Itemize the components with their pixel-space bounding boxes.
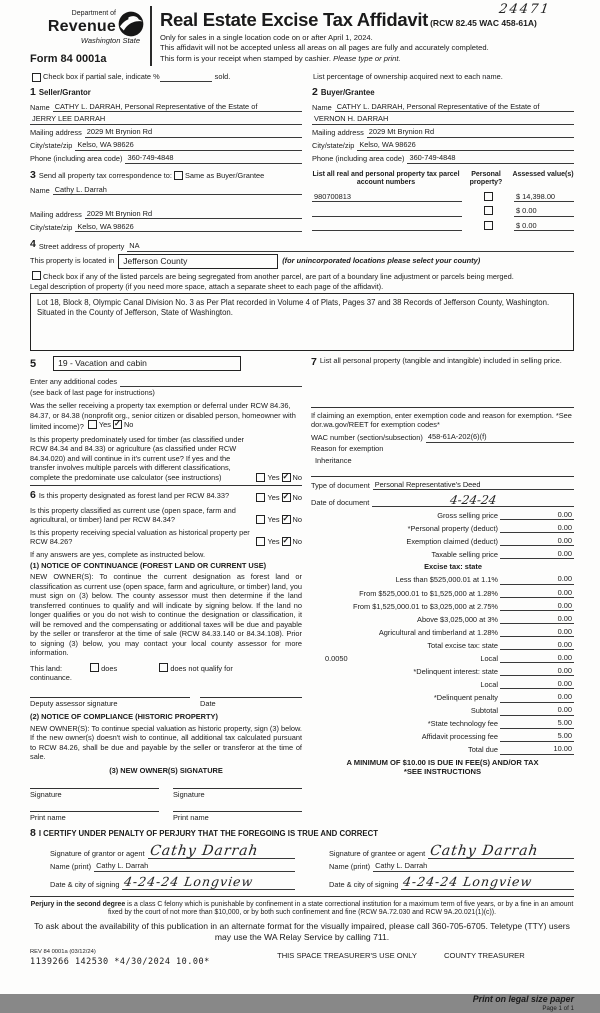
- personal-property-checkbox: [484, 221, 493, 230]
- correspondence-name-value: Cathy L. Darrah: [53, 185, 302, 195]
- grantee-signature-block: Signature of grantee or agent Cathy Darrah Name (print) Cathy L. Darrah Date & city of signing 4-24-24 Longview: [311, 840, 574, 889]
- assessed-value: $ 0.00: [514, 221, 574, 231]
- seller-mailing-value: 2029 Mt Brynion Rd: [85, 127, 302, 137]
- tax-value: 5.00: [500, 718, 574, 728]
- tax-value: 0.00: [500, 510, 574, 520]
- buyer-phone-value: 360-749-4848: [407, 153, 574, 163]
- local-rate: 0.0050: [325, 653, 348, 663]
- historic-yes-checkbox: [256, 537, 265, 546]
- tax-value: 5.00: [500, 731, 574, 741]
- same-as-buyer-label: Same as Buyer/Grantee: [184, 170, 265, 180]
- buyer-name-value-2: VERNON H. DARRAH: [312, 114, 574, 124]
- tax-value: 0.00: [500, 692, 574, 702]
- parcel-row: [312, 192, 574, 202]
- legal-description-label: Legal description of property (if you need more space, attach a separate sheet to each page of the affidavit).: [30, 281, 384, 291]
- parcel-col-personal: Personal property?: [469, 170, 503, 187]
- tax-value: 0.00: [500, 627, 574, 637]
- personal-property-checkbox: [484, 192, 493, 201]
- parcel-number: [312, 230, 462, 231]
- form-number: Form 84 0001a: [30, 53, 107, 66]
- continuance-label: continuance.: [30, 673, 72, 683]
- form-header: [30, 6, 574, 66]
- notice2-text: NEW OWNER(S): To continue special valuation as historic property, sign (3) below. If the new owner(s) doesn't wish to continue, all additional tax calculated pursuant to RCW 84.26, shall be due and payable by the seller or transferor at the time of sale.: [30, 723, 302, 761]
- assessed-value: $ 14,398.00: [514, 192, 574, 202]
- parcel-row: [312, 206, 574, 216]
- grantor-date-city: 4-24-24 Longview: [123, 874, 255, 890]
- personal-property-section: 7 List all personal property (tangible and intangible) included in selling price.: [311, 356, 562, 369]
- exemption-question: Was the seller receiving a property tax exemption or deferral under RCW 84.36, 84.37, or 84.38 (nonprofit org., senior citizen or disabled person, homeowner with limited income)? Yes ✓ No: [30, 401, 302, 432]
- notice2-title: (2) NOTICE OF COMPLIANCE (HISTORIC PROPERTY): [30, 712, 218, 722]
- tax-value: 0.00: [500, 536, 574, 546]
- county-select: Jefferson County: [118, 254, 278, 269]
- does-checkbox: [90, 663, 99, 672]
- tax-value: 0.00: [500, 653, 574, 663]
- owners-signature-title: (3) NEW OWNER(S) SIGNATURE: [109, 766, 223, 776]
- parcel-number: [312, 216, 462, 217]
- parcel-row: [312, 221, 574, 231]
- tax-value: 0.00: [500, 588, 574, 598]
- handwritten-receipt-number: 24471: [497, 2, 552, 17]
- land-use-code: 19 - Vacation and cabin: [53, 356, 241, 371]
- forest-yes-checkbox: [256, 493, 265, 502]
- deputy-date-line: Date: [200, 697, 302, 708]
- buyer-heading: Buyer/Grantee: [320, 87, 375, 97]
- section-certify: 8 I CERTIFY UNDER PENALTY OF PERJURY THAT THE FOREGOING IS TRUE AND CORRECT Signature of grantor or agent Cathy Darrah Name (print) Cathy L. Darrah Date & city of signing 4-24-24 Longview Signature of grantee or agent Cathy Darrah Name (print) Cathy L. Darrah Date & city of signing 4-24-24 Longview: [30, 827, 574, 890]
- parcel-number: 980700813: [312, 192, 462, 202]
- agency-logo-block: [30, 6, 150, 66]
- left-column: 5 19 - Vacation and cabin Enter any additional codes (see back of last page for instructions) Was the seller receiving a property tax exemption or deferral under RCW 84.36, 84.37, or 84.38 (nonprofit org., senior citizen or disabled person, homeowner with limited income)? Yes ✓ No Is this property predominately used for timber (as classified under RCW 84.34 and 84.33) or agriculture (as classified under RCW 84.34.020) and will continue in it's current use? If yes and the transfer involves multiple parcels with different classifications, complete the predominate use calculator (see instructions) Yes ✓ No 6 Is this property designated as forest land per RCW 84.33? Yes ✓ No Is this property classified as current use (open space, farm and agricultural, or timber) land per RCW 84.34? Yes ✓ No Is this property receiving special valuation as historical property per RCW 84.26? Yes ✓ No If any answers are yes, complete as instructed below. (1) NOTICE OF CONTINUANCE (FOREST LAND OR CURRENT USE) NEW OWNER(S): To continue the current designation as forest land or classification as current use (open space, farm and agriculture, or timber) land, you must sign on (3) below. The county assessor must then determine if the land transferred continues to qualify and will indicate by signing below. If the land no longer qualifies or you do not wish to continue the designation or classification, it will be removed and the compensating or additional taxes will be due and payable by the seller or transferor at the time of sale (RCW 84.33.140 or 84.34.108). Prior to signing (3) below, you may contact your local county assessor for more information. This land: does does not qualify for continuance. Deputy assessor signature Date (2) NOTICE OF COMPLIANCE (HISTORIC PROPERTY) NEW OWNER(S): To continue special valuation as historic property, sign (3) below. If the new owner(s) doesn't wish to continue, all additional tax calculated pursuant to RCW 84.26, shall be due and payable by the seller or transferor at the time of sale. (3) NEW OWNER(S) SIGNATURE Signature Signature Print name Print name: [30, 356, 311, 822]
- does-not-checkbox: [159, 663, 168, 672]
- form-title-rcw: (RCW 82.45 WAC 458-61A): [430, 18, 537, 28]
- minimum-due-note: A MINIMUM OF $10.00 IS DUE IN FEE(S) AND/OR TAX: [346, 757, 539, 767]
- owner-signature-line: Signature: [173, 788, 302, 799]
- tax-value: 0.00: [500, 523, 574, 533]
- notice1-title: (1) NOTICE OF CONTINUANCE (FOREST LAND OR CURRENT USE): [30, 561, 267, 571]
- county-treasurer-label: COUNTY TREASURER: [444, 951, 525, 961]
- tax-value: 0.00: [500, 705, 574, 715]
- legal-description-box: Lot 18, Block 8, Olympic Canal Division No. 3 as Per Plat recorded in Volume 4 of Plats, Pages 37 and 38 Records of Jefferson County, Washington. Situated in the County of Jefferson, State of Washington.: [30, 293, 574, 351]
- header-note-2: This affidavit will not be accepted unless all areas on all pages are fully and accurately completed.: [160, 43, 489, 53]
- historic-no-checkbox: [282, 537, 291, 546]
- treasurer-space-label: THIS SPACE TREASURER'S USE ONLY: [277, 951, 417, 961]
- grantor-signature-block: Signature of grantor or agent Cathy Darrah Name (print) Cathy L. Darrah Date & city of signing 4-24-24 Longview: [30, 840, 311, 889]
- currentuse-no-checkbox: [282, 515, 291, 524]
- right-column: 7 List all personal property (tangible and intangible) included in selling price. If claiming an exemption, enter exemption code and reason for exemption. *See dor.wa.gov/REET for exemption codes* WAC number (section/subsection) 458-61A-202(6)(f) Reason for exemption Inheritance Type of document Personal Representative's Deed Date of document 4-24-24 Gross selling price 0.00 *Personal property (deduct) 0.00 Exemption claimed (deduct) 0.00 Taxable selling price 0.00 Excise tax: state Less than $525,000.01 at 1.1% 0.00 From $525,000.01 to $1,525,000 at 1.28% 0.00 From $1,525,000.01 to $3,025,000 at 2.75% 0.00 Above $3,025,000 at 3% 0.00 Agricultural and timberland at 1.28% 0.00 Total excise tax: state 0.00 0.0050 Local 0.00 *Delinquent interest: state 0.00 Local 0.00 *Delinquent penalty 0.00 Subtotal 0.00 *State technology fee 5.00 Affidavit processing fee 5.00 Total due 10.00 A MINIMUM OF $10.00 IS DUE IN FEE(S) AND/OR TAX *SEE INSTRUCTIONS: [311, 356, 572, 777]
- certify-statement: I CERTIFY UNDER PENALTY OF PERJURY THAT THE FOREGOING IS TRUE AND CORRECT: [38, 828, 379, 838]
- tax-value: 10.00: [500, 744, 574, 754]
- correspondence-mailing-value: 2029 Mt Brynion Rd: [85, 209, 302, 219]
- located-in-label: This property is located in: [30, 256, 115, 266]
- grantor-signature: Cathy Darrah: [148, 842, 260, 859]
- section-correspondence: 3 Send all property tax correspondence to: Same as Buyer/Grantee Name Cathy L. Darrah Mailing address 2029 Mt Brynion Rd City/state/zip Kelso, WA 98626: [30, 169, 312, 232]
- cashier-stamp: 1139266 142530 *4/30/2024 10.00*: [30, 956, 210, 967]
- excise-tax-heading: Excise tax: state: [424, 562, 482, 572]
- segregated-checkbox: [32, 271, 41, 280]
- correspondence-city-value: Kelso, WA 98626: [75, 222, 302, 232]
- deputy-signature-line: Deputy assessor signature: [30, 697, 190, 708]
- partial-sale-label: Check box if partial sale, indicate %: [43, 72, 160, 82]
- exemption-yes-checkbox: [88, 420, 97, 429]
- perjury-note: Perjury in the second degree is a class C felony which is punishable by confinement in a state correctional institution for a maximum term of five years, or by a fine in an amount fixed by the court of not more than $10,000, or by both such confinement and fine (RCW 9A.72.030 and RCW 9A.20.021(1)(c)).: [30, 900, 574, 917]
- grantor-printed-name: Cathy L. Darrah: [94, 861, 295, 871]
- tax-value: 0.00: [500, 549, 574, 559]
- current-use-question: Is this property classified as current use (open space, farm and agricultural, or timber) land per RCW 84.34? Yes ✓ No: [30, 506, 302, 525]
- document-type-value: Personal Representative's Deed: [373, 480, 574, 490]
- reason-for-exemption-label: Reason for exemption: [311, 443, 384, 453]
- owner-signature-line: Signature: [30, 788, 159, 799]
- agency-state-label: Washington State: [80, 36, 140, 46]
- seller-phone-value: 360-749-4848: [125, 153, 302, 163]
- forest-land-question: 6 Is this property designated as forest land per RCW 84.33? Yes ✓ No: [30, 489, 302, 502]
- seller-heading: Seller/Grantor: [38, 87, 91, 97]
- wac-number-value: 458-61A-202(6)(f): [426, 432, 574, 442]
- seller-name-value-2: JERRY LEE DARRAH: [30, 114, 302, 124]
- timber-question: Is this property predominately used for timber (as classified under RCW 84.34 and 84.33) or agriculture (as classified under RCW 84.34.020) and will continue in it's current use? If yes and the transfer involves multiple parcels with different classifications, complete the predominate use calculator (see instructions) Yes ✓ No: [30, 435, 302, 482]
- section-property: 4 Street address of property NA This property is located in Jefferson County (for unincorporated locations please select your county) Check box if any of the listed parcels are being segregated from another parcel, are part of a boundary line adjustment or parcels being merged. Legal description of property (if you need more space, attach a separate sheet to each page of the affidavit). Lot 18, Block 8, Olympic Canal Division No. 3 as Per Plat recorded in Volume 4 of Plats, Pages 37 and 38 Records of Jefferson County, Washington. Situated in the County of Jefferson, State of Washington.: [30, 238, 574, 351]
- agency-name: Revenue: [47, 17, 116, 35]
- grantee-printed-name: Cathy L. Darrah: [373, 861, 574, 871]
- parcel-table: [312, 171, 574, 232]
- owner-printname-line: Print name: [173, 811, 302, 822]
- page-number: Page 1 of 1: [542, 1004, 574, 1012]
- historic-question: Is this property receiving special valuation as historical property per RCW 84.26? Yes ✓ No: [30, 528, 302, 547]
- if-yes-note: If any answers are yes, complete as instructed below.: [30, 549, 205, 559]
- county-note: (for unincorporated locations please select your county): [282, 256, 481, 266]
- header-note-1: Only for sales in a single location code on or after April 1, 2024.: [160, 32, 373, 42]
- buyer-city-value: Kelso, WA 98626: [357, 140, 574, 150]
- sold-label: sold.: [214, 72, 231, 82]
- notice1-text: NEW OWNER(S): To continue the current designation as forest land or classification as current use (open space, farm and agriculture, or timber) land, you must sign on (3) below. The county assessor must then determine if the land transferred continues to qualify and will indicate by signing below. If the land no longer qualifies or you do not wish to continue the designation or classification, it will be removed and the compensating or additional taxes will be due and payable by the seller or transferor at the time of sale (RCW 84.33.140 or 84.34.108). Prior to signing (3) below, you may contact your local county assessor for more information.: [30, 572, 302, 658]
- street-address-value: NA: [127, 241, 574, 251]
- footer-row: [30, 949, 574, 967]
- parcel-col-numbers: List all real and personal property tax parcel account numbers: [312, 170, 460, 187]
- form-revision: REV 84 0001a (03/12/24): [30, 949, 96, 956]
- owner-printname-line: Print name: [30, 811, 159, 822]
- document-date-value: 4-24-24: [449, 492, 498, 507]
- parcel-col-assessed: Assessed value(s): [512, 170, 574, 178]
- segregated-note: Check box if any of the listed parcels are being segregated from another parcel, are part of a boundary line adjustment or parcels being merged.: [43, 271, 514, 281]
- timber-no-checkbox: [282, 473, 291, 482]
- exemption-instructions: If claiming an exemption, enter exemption code and reason for exemption. *See dor.wa.gov/REET for exemption codes*: [311, 410, 572, 430]
- seller-city-value: Kelso, WA 98626: [75, 140, 302, 150]
- partial-sale-checkbox: [32, 73, 41, 82]
- partial-sale-percent-blank: [160, 81, 212, 82]
- land-qualify-row: This land: does does not qualify for: [30, 663, 233, 673]
- buyer-name-value: CATHY L. DARRAH, Personal Representative of the Estate of: [335, 102, 574, 112]
- grantee-signature: Cathy Darrah: [429, 842, 540, 859]
- exemption-reason-value: Inheritance: [315, 456, 352, 466]
- buyer-mailing-value: 2029 Mt Brynion Rd: [367, 127, 574, 137]
- tax-value: 0.00: [500, 601, 574, 611]
- same-as-buyer-checkbox: [174, 171, 183, 180]
- additional-codes-blank: [120, 386, 302, 387]
- assessed-value: $ 0.00: [514, 206, 574, 216]
- tax-value: 0.00: [500, 614, 574, 624]
- print-legal-note: Print on legal size paper: [472, 993, 574, 1004]
- additional-codes-note: (see back of last page for instructions): [30, 387, 155, 397]
- tax-value: 0.00: [500, 666, 574, 676]
- correspondence-heading: Send all property tax correspondence to:: [38, 170, 172, 180]
- ownership-note: List percentage of ownership acquired next to each name.: [313, 72, 503, 82]
- currentuse-yes-checkbox: [256, 515, 265, 524]
- header-note-3: This form is your receipt when stamped by cashier. Please type or print.: [160, 54, 401, 64]
- personal-property-checkbox: [484, 206, 493, 215]
- forest-no-checkbox: [282, 493, 291, 502]
- section-buyer: 2 Buyer/Grantee Name CATHY L. DARRAH, Personal Representative of the Estate of VERNON H. DARRAH Mailing address 2029 Mt Brynion Rd City/state/zip Kelso, WA 98626 Phone (including area code) 360-749-4848: [312, 86, 574, 164]
- tax-value: 0.00: [500, 574, 574, 584]
- see-instructions-note: *SEE INSTRUCTIONS: [403, 767, 482, 777]
- agency-dept-label: Department of: [71, 10, 116, 17]
- partial-sale-row: [30, 72, 574, 81]
- exemption-no-checkbox: [113, 420, 122, 429]
- timber-yes-checkbox: [256, 473, 265, 482]
- grantee-date-city: 4-24-24 Longview: [402, 874, 534, 890]
- header-divider: [150, 6, 152, 66]
- dor-logo-icon: [118, 11, 144, 37]
- tax-value: 0.00: [500, 640, 574, 650]
- accessibility-note: To ask about the availability of this publication in an alternate format for the visually impaired, please call 360-705-6705. Teletype (TTY) users may use the WA Relay Service by calling 711.: [34, 921, 570, 943]
- seller-name-value: CATHY L. DARRAH, Personal Representative of the Estate of: [53, 102, 302, 112]
- section-seller: 1 Seller/Grantor Name CATHY L. DARRAH, Personal Representative of the Estate of JERRY LEE DARRAH Mailing address 2029 Mt Brynion Rd City/state/zip Kelso, WA 98626 Phone (including area code) 360-749-4848: [30, 86, 312, 164]
- form-title: Real Estate Excise Tax Affidavit: [160, 9, 429, 30]
- tax-value: 0.00: [500, 679, 574, 689]
